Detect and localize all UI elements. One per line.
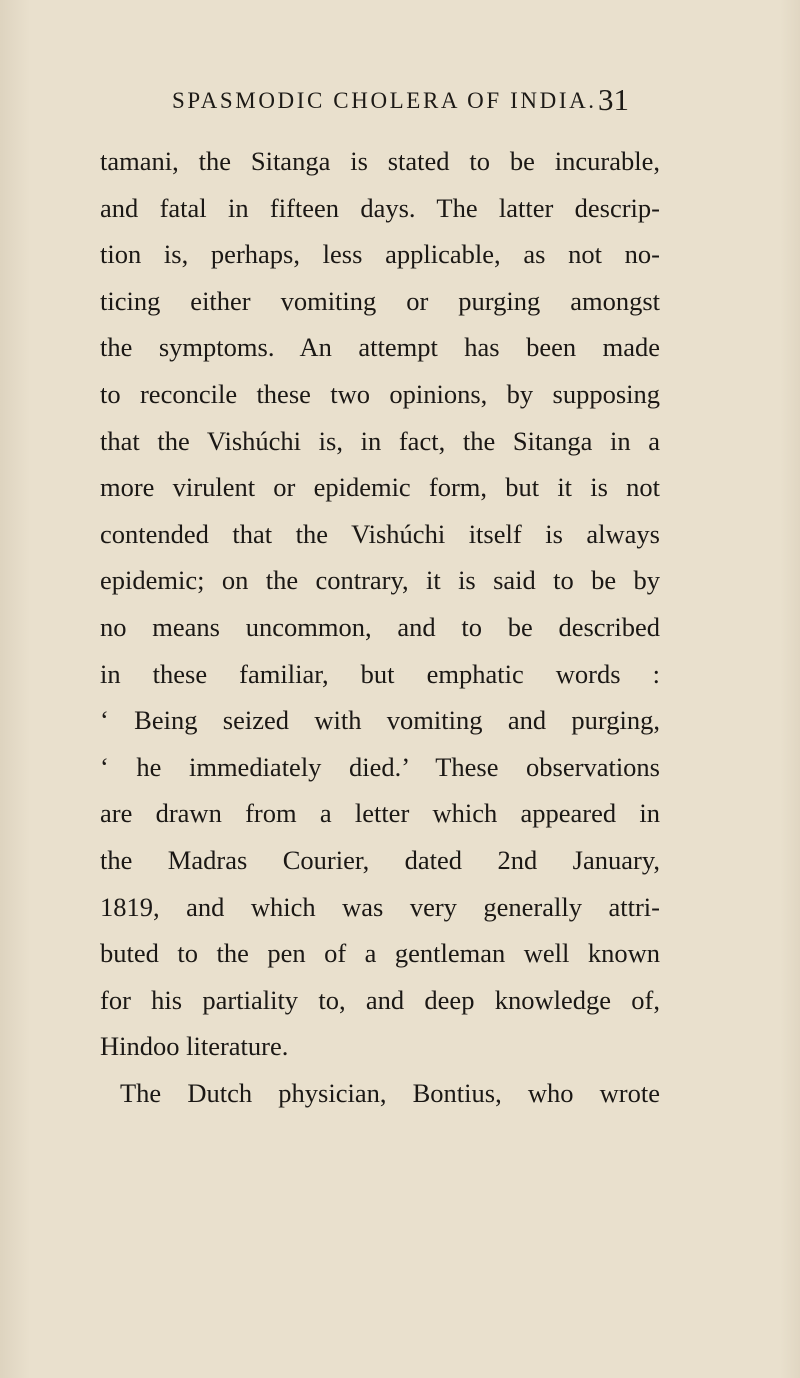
text-line: that the Vishúchi is, in fact, the Sitanga in a [100, 425, 660, 456]
text-line: epidemic; on the contrary, it is said to be by [100, 565, 660, 596]
text-line: contended that the Vishúchi itself is always [100, 518, 660, 549]
text-line: no means uncommon, and to be described [100, 611, 660, 642]
text-line: more virulent or epidemic form, but it is not [100, 472, 660, 503]
text-line: are drawn from a letter which appeared in [100, 798, 660, 829]
body-text [100, 138, 660, 1116]
text-line: to reconcile these two opinions, by supposing [100, 378, 660, 409]
text-line: the symptoms. An attempt has been made [100, 332, 660, 363]
text-line: tion is, perhaps, less applicable, as not no- [100, 239, 660, 270]
text-line: for his partiality to, and deep knowledge of, [100, 984, 660, 1015]
quoted-line: ‘ he immediately died.’ These observations [100, 751, 660, 782]
running-title: SPASMODIC CHOLERA OF INDIA. [172, 88, 597, 113]
page-header [0, 82, 800, 122]
quoted-line: ‘ Being seized with vomiting and purging, [100, 705, 660, 736]
text-line: 1819, and which was very generally attri- [100, 891, 660, 922]
page-number: 31 [598, 82, 629, 117]
text-line: ticing either vomiting or purging amongst [100, 285, 660, 316]
paragraph-end-line: Hindoo literature. [100, 1031, 289, 1062]
text-line: buted to the pen of a gentleman well known [100, 938, 660, 969]
text-line: the Madras Courier, dated 2nd January, [100, 844, 660, 875]
text-line: in these familiar, but emphatic words : [100, 658, 660, 689]
text-line: tamani, the Sitanga is stated to be incurable, [100, 146, 660, 176]
paragraph-start-line: The Dutch physician, Bontius, who wrote [120, 1077, 660, 1108]
text-line: and fatal in fifteen days. The latter descrip- [100, 192, 660, 223]
